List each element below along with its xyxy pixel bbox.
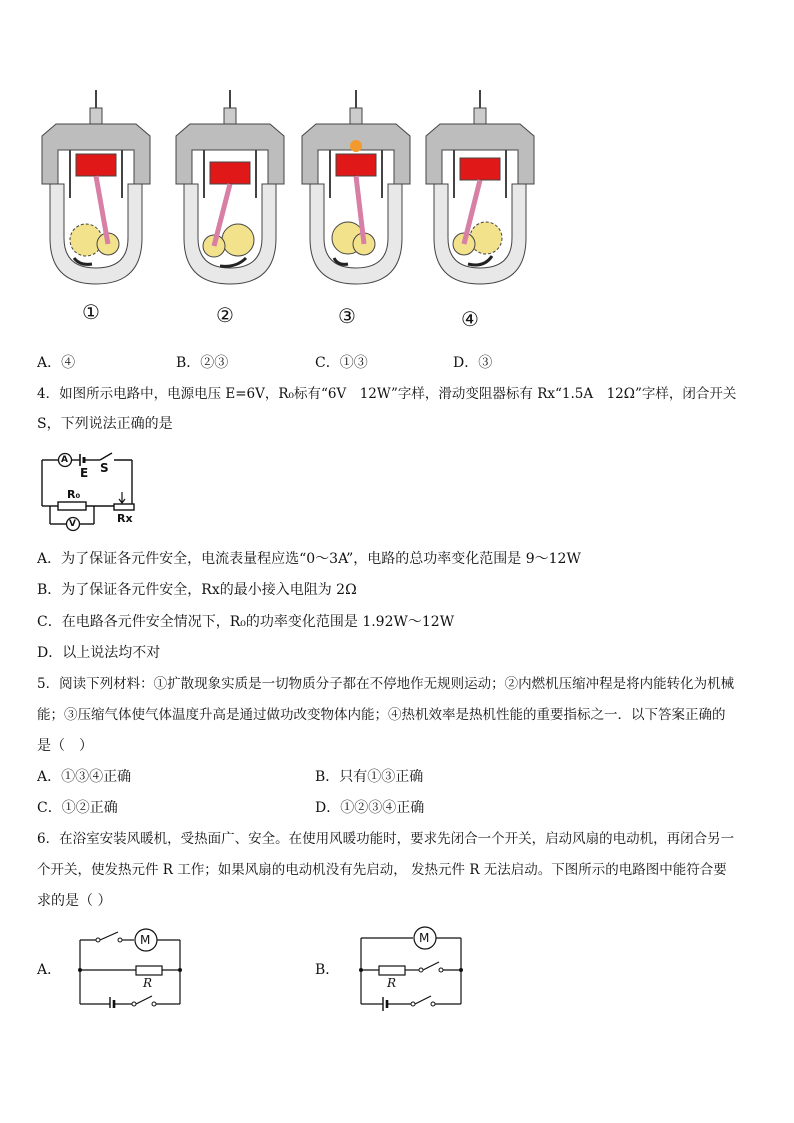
r0-label: R₀ bbox=[67, 488, 81, 501]
q6-circuit-b bbox=[355, 924, 467, 1014]
q5-stem-line-2: 能；③压缩气体使气体温度升高是通过做功改变物体内能；④热机效率是热机性能的重要指标之一．以下答案正确的 bbox=[37, 707, 726, 723]
motor-label-a: M bbox=[140, 933, 151, 947]
q3-option-c: C．①③ bbox=[315, 355, 368, 371]
ammeter-label: A bbox=[61, 455, 68, 465]
q5-option-a: A．①③④正确 bbox=[37, 769, 132, 785]
switch-label: S bbox=[100, 461, 109, 475]
q5-option-b: B．只有①③正确 bbox=[315, 769, 424, 785]
resistor-label-a: R bbox=[143, 976, 153, 990]
q4-option-a: A．为了保证各元件安全，电流表量程应选“0～3A”，电路的总功率变化范围是 9～12W bbox=[37, 551, 581, 567]
voltmeter-label: V bbox=[69, 519, 76, 529]
q4-option-d: D．以上说法均不对 bbox=[37, 645, 161, 661]
q6-stem-line-3: 求的是（ ） bbox=[37, 893, 112, 909]
rx-label: Rx bbox=[117, 512, 133, 525]
q3-option-b: B．②③ bbox=[176, 355, 229, 371]
q6-circuit-a bbox=[74, 926, 186, 1008]
q4-option-c: C．在电路各元件安全情况下，R₀的功率变化范围是 1.92W～12W bbox=[37, 614, 455, 630]
q6-option-a-label: A． bbox=[37, 962, 62, 978]
q5-option-c: C．①②正确 bbox=[37, 800, 118, 816]
engine-3-label: ③ bbox=[338, 304, 356, 328]
engine-1-label: ① bbox=[82, 300, 100, 324]
engine-4-label: ④ bbox=[461, 307, 479, 331]
q4-option-b: B．为了保证各元件安全，Rx的最小接入电阻为 2Ω bbox=[37, 582, 357, 598]
q3-option-d: D．③ bbox=[453, 355, 493, 371]
q4-stem-line-2: S，下列说法正确的是 bbox=[37, 416, 173, 432]
engine-4-diagram bbox=[420, 88, 540, 288]
engine-2-label: ② bbox=[216, 303, 234, 327]
q4-stem-line-1: 4．如图所示电路中，电源电压 E=6V，R₀标有“6V 12W”字样，滑动变阻器标有 Rx“1.5A 12Ω”字样，闭合开关 bbox=[37, 386, 737, 402]
q3-option-a: A．④ bbox=[37, 355, 76, 371]
motor-label-b: M bbox=[419, 931, 430, 945]
q6-stem-line-1: 6．在浴室安装风暖机，受热面广、安全。在使用风暖功能时，要求先闭合一个开关，启动风扇的电动机，再闭合另一 bbox=[37, 831, 735, 847]
battery-label: E bbox=[80, 466, 89, 480]
q6-stem-line-2: 个开关，使发热元件 R 工作；如果风扇的电动机没有先启动， 发热元件 R 无法启动。下图所示的电路图中能符合要 bbox=[37, 862, 727, 878]
q5-stem-line-1: 5．阅读下列材料：①扩散现象实质是一切物质分子都在不停地作无规则运动；②内燃机压缩冲程是将内能转化为机械 bbox=[37, 676, 735, 692]
resistor-label-b: R bbox=[387, 976, 397, 990]
engine-2-diagram bbox=[170, 88, 290, 288]
q5-stem-line-3: 是（ ） bbox=[37, 738, 93, 754]
q5-option-d: D．①②③④正确 bbox=[315, 800, 425, 816]
q4-circuit-diagram bbox=[38, 448, 138, 534]
engine-3-diagram bbox=[296, 88, 416, 288]
q6-option-b-label: B． bbox=[315, 962, 340, 978]
engine-1-diagram bbox=[36, 88, 156, 288]
